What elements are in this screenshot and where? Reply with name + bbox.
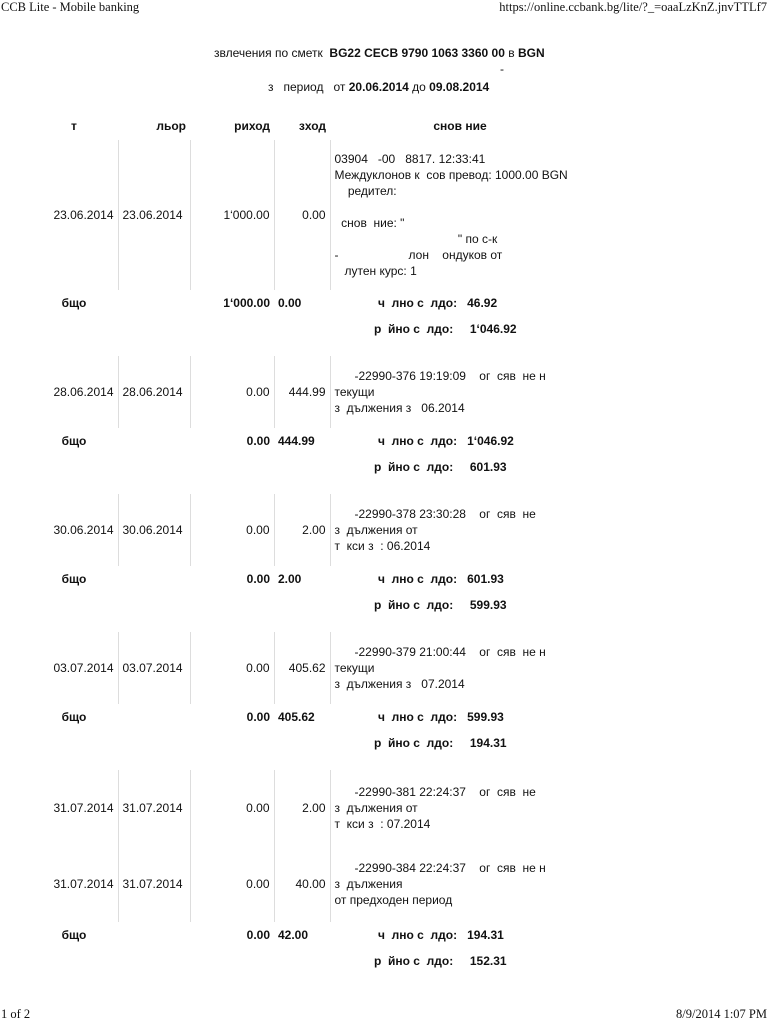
group-total-row (30, 290, 590, 316)
group-total-row (30, 704, 590, 730)
closing-balance (330, 948, 590, 974)
period-to-date: 09.08.2014 (429, 80, 490, 94)
transaction-row (30, 494, 590, 566)
transaction-row (30, 632, 590, 704)
transaction-row (30, 846, 590, 922)
value-date: 30.06.2014 (118, 494, 190, 566)
value-date: 03.07.2014 (118, 632, 190, 704)
closing-balance-label: р йно с лдо: (374, 954, 454, 968)
total-spacer (118, 922, 190, 948)
transaction-description: -22990-378 23:30:28 ог сяв не з дължения от т кси з : 06.2014 (330, 494, 590, 566)
group-spacer-cell (30, 618, 590, 632)
debit-amount: 2.00 (274, 494, 330, 566)
transaction-row (30, 356, 590, 428)
closing-spacer (30, 316, 330, 342)
opening-balance-label: ч лно с лдо: (378, 572, 458, 586)
debit-amount: 444.99 (274, 356, 330, 428)
credit-amount: 0.00 (190, 770, 274, 846)
opening-balance (330, 428, 590, 454)
transaction-description: -22990-376 19:19:09 ог сяв не н текущи з дължения з 06.2014 (330, 356, 590, 428)
closing-balance-value: 152.31 (469, 954, 507, 968)
group-spacer (30, 618, 590, 632)
credit-amount: 0.00 (190, 356, 274, 428)
browser-window-title: CCB Lite - Mobile banking (1, 0, 140, 14)
heading-dash: - (500, 62, 504, 76)
currency-code: BGN (517, 46, 545, 60)
group-spacer (30, 756, 590, 770)
opening-balance-label: ч лно с лдо: (378, 434, 458, 448)
credit-amount: 0.00 (190, 632, 274, 704)
opening-balance-value: 599.93 (467, 710, 504, 724)
total-label: бщо (61, 710, 87, 724)
page-url: https://online.ccbank.bg/lite/?_=oaaLzKnZ.jnvTTLf7 (499, 0, 767, 14)
transaction-date: 31.07.2014 (53, 801, 114, 815)
opening-balance-value: 601.93 (467, 572, 504, 586)
opening-balance-label: ч лно с лдо: (378, 296, 458, 310)
debit-amount: 40.00 (274, 846, 330, 922)
period-from-date: 20.06.2014 (348, 80, 409, 94)
closing-balance-label: р йно с лдо: (374, 322, 454, 336)
opening-balance-value: 194.31 (467, 928, 504, 942)
closing-spacer (30, 454, 330, 480)
total-label: бщо (61, 296, 87, 310)
period-label: з период (268, 80, 324, 94)
print-timestamp: 8/9/2014 1:07 PM (676, 1007, 767, 1021)
statement-body (30, 112, 590, 974)
group-spacer-cell (30, 342, 590, 356)
col-header-description: снов ние (433, 119, 487, 133)
to-label: до (412, 80, 426, 94)
credit-amount: 1‘000.00 (190, 140, 274, 290)
opening-balance (330, 922, 590, 948)
page-number: 1 of 2 (1, 1007, 31, 1021)
closing-balance (330, 730, 590, 756)
col-header-credit: риход (234, 119, 270, 133)
period-line (268, 80, 489, 94)
total-spacer (118, 428, 190, 454)
opening-balance-value: 1‘046.92 (467, 434, 514, 448)
closing-balance-value: 601.93 (469, 460, 507, 474)
total-spacer (118, 566, 190, 592)
total-credit: 0.00 (246, 710, 270, 724)
closing-balance-value: 1‘046.92 (469, 322, 517, 336)
col-header-value-date: льор (156, 119, 186, 133)
closing-balance-row (30, 316, 590, 342)
closing-balance-label: р йно с лдо: (374, 460, 454, 474)
closing-spacer (30, 948, 330, 974)
closing-balance (330, 592, 590, 618)
total-credit: 1‘000.00 (223, 296, 270, 310)
statement-table (30, 112, 590, 974)
transaction-description: -22990-381 22:24:37 ог сяв не з дължения от т кси з : 07.2014 (330, 770, 590, 846)
account-number: BG22 CECB 9790 1063 3360 00 (329, 46, 505, 60)
opening-balance (330, 566, 590, 592)
value-date: 23.06.2014 (118, 140, 190, 290)
opening-balance-label: ч лно с лдо: (378, 928, 458, 942)
total-label: бщо (61, 434, 87, 448)
opening-balance-label: ч лно с лдо: (378, 710, 458, 724)
total-debit: 444.99 (278, 434, 315, 448)
group-total-row (30, 566, 590, 592)
from-label: от (333, 80, 346, 94)
group-spacer (30, 342, 590, 356)
closing-balance (330, 316, 590, 342)
closing-balance-label: р йно с лдо: (374, 736, 454, 750)
total-credit: 0.00 (246, 434, 270, 448)
total-debit: 0.00 (278, 296, 302, 310)
in-label: в (508, 46, 515, 60)
total-credit: 0.00 (246, 572, 270, 586)
transaction-description: -22990-384 22:24:37 ог сяв не н з дължения от предходен период (330, 846, 590, 922)
total-debit: 42.00 (278, 928, 309, 942)
col-header-date: т (71, 119, 77, 133)
transaction-date: 30.06.2014 (53, 523, 114, 537)
transaction-description: -22990-379 21:00:44 ог сяв не н текущи з дължения з 07.2014 (330, 632, 590, 704)
total-label: бщо (61, 928, 87, 942)
closing-balance (330, 454, 590, 480)
transaction-description: 03904 -00 8817. 12:33:41 Междуклонов к сов превод: 1000.00 BGN редител: снов ние: " " по с-к - лон ондуков от лутен курс: 1 (330, 140, 590, 290)
debit-amount: 405.62 (274, 632, 330, 704)
value-date: 28.06.2014 (118, 356, 190, 428)
closing-balance-row (30, 730, 590, 756)
transaction-date: 03.07.2014 (53, 661, 114, 675)
transaction-date: 28.06.2014 (53, 385, 114, 399)
closing-spacer (30, 592, 330, 618)
total-credit: 0.00 (246, 928, 270, 942)
total-spacer (118, 290, 190, 316)
col-header-debit: зход (298, 119, 326, 133)
group-spacer-cell (30, 480, 590, 494)
transaction-row (30, 140, 590, 290)
value-date: 31.07.2014 (118, 846, 190, 922)
total-spacer (118, 704, 190, 730)
total-label: бщо (61, 572, 87, 586)
closing-balance-row (30, 454, 590, 480)
transaction-date: 23.06.2014 (53, 208, 114, 222)
group-spacer-cell (30, 756, 590, 770)
group-total-row (30, 922, 590, 948)
transaction-row (30, 770, 590, 846)
closing-balance-value: 599.93 (469, 598, 507, 612)
opening-balance-value: 46.92 (467, 296, 498, 310)
closing-spacer (30, 730, 330, 756)
statement-label: звлечения по сметк (214, 46, 323, 60)
closing-balance-row (30, 592, 590, 618)
group-total-row (30, 428, 590, 454)
total-debit: 405.62 (278, 710, 315, 724)
opening-balance (330, 704, 590, 730)
group-spacer (30, 480, 590, 494)
closing-balance-label: р йно с лдо: (374, 598, 454, 612)
credit-amount: 0.00 (190, 494, 274, 566)
closing-balance-row (30, 948, 590, 974)
transaction-date: 31.07.2014 (53, 877, 114, 891)
debit-amount: 0.00 (274, 140, 330, 290)
closing-balance-value: 194.31 (469, 736, 507, 750)
debit-amount: 2.00 (274, 770, 330, 846)
column-header-row (30, 112, 590, 140)
total-debit: 2.00 (278, 572, 302, 586)
opening-balance (330, 290, 590, 316)
statement-heading (214, 46, 545, 60)
value-date: 31.07.2014 (118, 770, 190, 846)
credit-amount: 0.00 (190, 846, 274, 922)
